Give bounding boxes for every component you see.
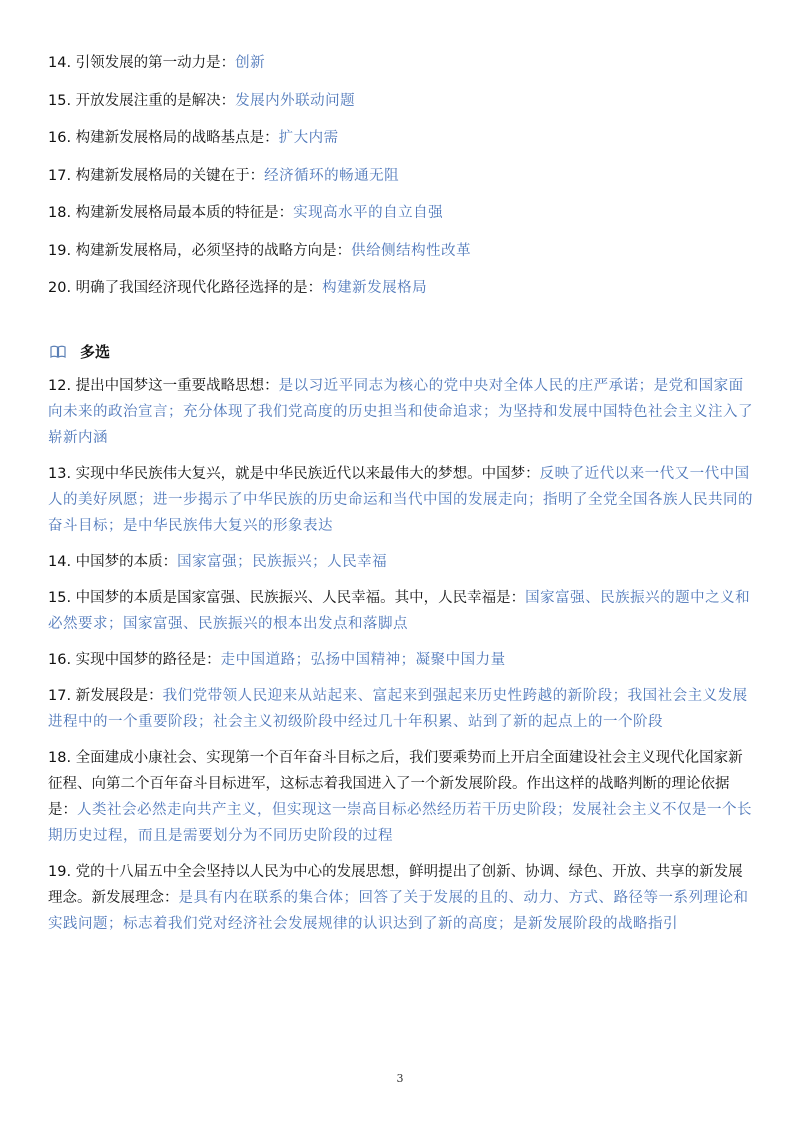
- section-title: 多选: [80, 342, 111, 361]
- answer-text: 国家富强、民族振兴的题中之义和必然要求；国家富强、民族振兴的根本出发点和落脚点: [48, 590, 751, 632]
- answer-text: 经济循环的畅通无阻: [264, 167, 400, 184]
- list-item: [48, 585, 754, 637]
- list-item: [48, 549, 754, 575]
- page-number: 3: [396, 1072, 404, 1085]
- question-text: 13. 实现中华民族伟大复兴，就是中华民族近代以来最伟大的梦想。中国梦：: [48, 466, 540, 482]
- list-item: [48, 125, 754, 151]
- answer-text: 走中国道路；弘扬中国精神；凝聚中国力量: [220, 652, 506, 668]
- multi-choice-list: [48, 373, 754, 937]
- question-text: 18. 构建新发展格局最本质的特征是：: [48, 205, 294, 221]
- answer-text: 构建新发展格局: [322, 280, 428, 296]
- question-text: 19. 党的十八届五中全会坚持以人民为中心的发展思想，鲜明提出了创新、协调、绿色、开放、共享的新发展理念。新发展理念：: [48, 864, 743, 906]
- answer-text: 发展内外联动问题: [235, 92, 356, 109]
- answer-text: 我们党带领人民迎来从站起来、富起来到强起来历史性跨越的新阶段；我国社会主义发展进程中的一个重要阶段；社会主义初级阶段中经过几十年积累、站到了新的起点上的一个阶段: [48, 688, 748, 730]
- question-text: 17. 构建新发展格局的关键在于：: [48, 167, 265, 184]
- answer-text: 创新: [235, 55, 266, 71]
- answer-text: 扩大内需: [278, 130, 339, 146]
- question-text: 14. 引领发展的第一动力是：: [48, 55, 236, 71]
- answer-text: 国家富强；民族振兴；人民幸福: [177, 554, 388, 570]
- list-item: [48, 647, 754, 673]
- list-item: [48, 88, 754, 114]
- list-item: [48, 683, 754, 735]
- question-text: 16. 实现中国梦的路径是：: [48, 652, 221, 668]
- list-item: [48, 275, 754, 301]
- question-text: 19. 构建新发展格局，必须坚持的战略方向是：: [48, 242, 352, 259]
- section-header: [48, 337, 754, 365]
- list-item: [48, 461, 754, 539]
- list-item: [48, 745, 754, 849]
- question-text: 17. 新发展段是：: [48, 688, 163, 704]
- answer-text: 人类社会必然走向共产主义，但实现这一崇高目标必然经历若干历史阶段；发展社会主义不仅是一个长期历史过程，而且是需要划分为不同历史阶段的过程: [48, 802, 752, 844]
- answer-text: 反映了近代以来一代又一代中国人的美好夙愿；进一步揭示了中华民族的历史命运和当代中国的发展走向；指明了全党全国各族人民共同的奋斗目标；是中华民族伟大复兴的形象表达: [48, 466, 753, 534]
- single-choice-list: [48, 50, 754, 301]
- book-icon: [50, 344, 66, 358]
- list-item: [48, 163, 754, 189]
- list-item: [48, 50, 754, 76]
- question-text: 12. 提出中国梦这一重要战略思想：: [48, 378, 279, 394]
- question-text: 14. 中国梦的本质：: [48, 554, 178, 570]
- list-item: [48, 859, 754, 937]
- list-item: [48, 238, 754, 264]
- question-text: 18. 全面建成小康社会、实现第一个百年奋斗目标之后，我们要乘势而上开启全面建设社会主义现代化国家新征程、向第二个百年奋斗目标进军，这标志着我国进入了一个新发展阶段。作出这样的战略判断的理论依据是：: [48, 750, 743, 818]
- answer-text: 实现高水平的自立自强: [293, 205, 444, 221]
- list-item: [48, 200, 754, 226]
- answer-text: 是以习近平同志为核心的党中央对全体人民的庄严承诺；是党和国家面向未来的政治宣言；充分体现了我们党高度的历史担当和使命追求；为坚持和发展中国特色社会主义注入了崭新内涵: [48, 378, 753, 446]
- answer-text: 是具有内在联系的集合体；回答了关于发展的且的、动力、方式、路径等一系列理论和实践问题；标志着我们党对经济社会发展规律的认识达到了新的高度；是新发展阶段的战略指引: [48, 890, 749, 932]
- answer-text: 供给侧结构性改革: [351, 242, 472, 259]
- question-text: 20. 明确了我国经济现代化路径选择的是：: [48, 280, 323, 296]
- question-text: 15. 中国梦的本质是国家富强、民族振兴、人民幸福。其中，人民幸福是：: [48, 590, 526, 606]
- list-item: [48, 373, 754, 451]
- question-text: 16. 构建新发展格局的战略基点是：: [48, 130, 279, 146]
- page-content: [48, 50, 754, 947]
- question-text: 15. 开放发展注重的是解决：: [48, 92, 236, 109]
